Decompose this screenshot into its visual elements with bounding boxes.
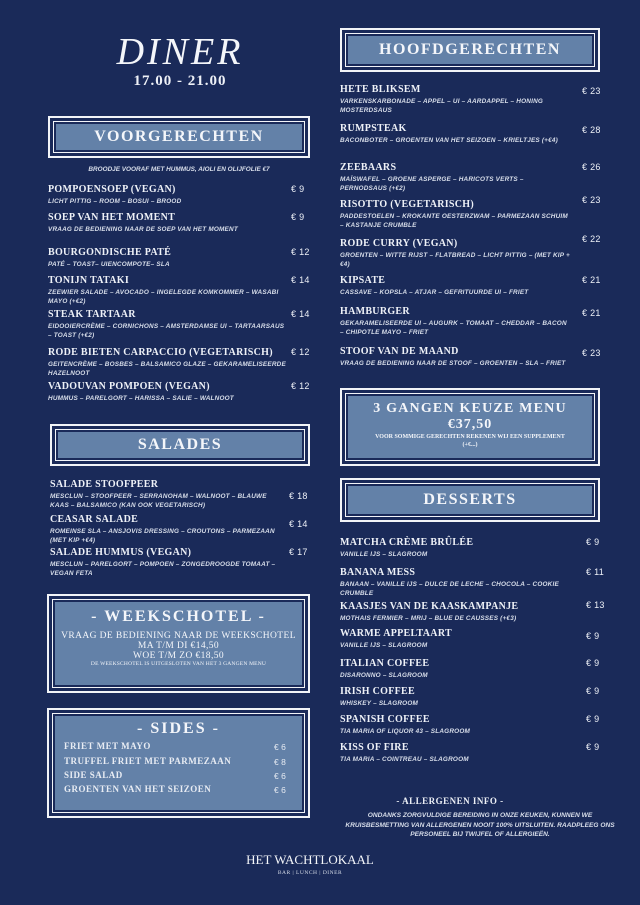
item-name: BOURGONDISCHE PATÉ — [48, 247, 172, 258]
item-description: PATÉ – TOAST– UIENCOMPOTE– SLA — [48, 261, 170, 268]
item-price: € 23 — [582, 195, 601, 205]
weekschotel-note: DE WEEKSCHOTEL IS UITGESLOTEN VAN HET 3 GANGEN MENU — [90, 661, 267, 667]
item-price: € 9 — [586, 742, 600, 752]
item-price: € 9 — [586, 631, 600, 641]
side-item-name: SIDE SALAD — [64, 770, 123, 780]
item-description: HUMMUS – PARELGORT – HARISSA – SALIE – WALNOOT — [48, 395, 234, 402]
item-description: PADDESTOELEN – KROKANTE OESTERZWAM – PARMEZAAN SCHUIM – KASTANJE CRUMBLE — [340, 213, 568, 229]
item-name: KIPSATE — [340, 275, 386, 286]
menu-item — [340, 123, 570, 145]
item-name: KISS OF FIRE — [340, 742, 409, 753]
item-price: € 12 — [291, 247, 310, 257]
item-name: IRISH COFFEE — [340, 686, 416, 697]
menu-item — [48, 309, 288, 340]
item-name: SOEP VAN HET MOMENT — [48, 212, 176, 223]
salades-header — [50, 424, 310, 466]
side-item-name: FRIET MET MAYO — [64, 741, 151, 751]
item-price: € 18 — [289, 491, 308, 501]
item-description: LICHT PITTIG – ROOM – BOSUI – BROOD — [48, 198, 182, 205]
menu3-note: VOOR SOMMIGE GERECHTEN REKENEN WIJ EEN SUPPLEMENT (+€...) — [375, 434, 565, 448]
item-description: CASSAVE – KOPSLA – ATJAR – GEFRITUURDE UI – FRIET — [340, 289, 529, 296]
item-description: MAÏSWAFEL – GROENE ASPERGE – HARICOTS VERTS – PERNODSAUS (+€2) — [340, 176, 524, 192]
item-price: € 23 — [582, 348, 601, 358]
menu-item — [340, 537, 575, 559]
weekschotel-line1: VRAAG DE BEDIENING NAAR DE WEEKSCHOTEL — [61, 631, 296, 641]
sides-title: - SIDES - — [137, 720, 220, 737]
item-name: STEAK TARTAAR — [48, 309, 136, 320]
voorgerechten-header — [48, 116, 310, 158]
item-price: € 12 — [291, 381, 310, 391]
section-title: HOOFDGERECHTEN — [379, 41, 561, 58]
item-price: € 9 — [586, 714, 600, 724]
item-price: € 22 — [582, 234, 601, 244]
item-price: € 14 — [291, 275, 310, 285]
item-price: € 9 — [291, 212, 305, 222]
item-description: GEKARAMELISEERDE UI – AUGURK – TOMAAT – CHEDDAR – BACON – CHIPOTLE MAYO – FRIET — [340, 320, 567, 336]
menu-item — [340, 238, 570, 269]
weekschotel-title: - WEEKSCHOTEL - — [91, 608, 266, 625]
menu-item — [340, 199, 570, 230]
menu-item — [340, 306, 570, 337]
item-name: MATCHA CRÈME BRÛLÉE — [340, 537, 474, 548]
item-description: BANAAN – VANILLE IJS – DULCE DE LECHE – CHOCOLA – COOKIE CRUMBLE — [340, 581, 559, 597]
item-description: ROMEINSE SLA – ANSJOVIS DRESSING – CROUTONS – PARMEZAAN (MET KIP +€4) — [50, 528, 275, 544]
menu-item — [48, 275, 288, 306]
item-name: RODE BIETEN CARPACCIO (VEGETARISCH) — [48, 347, 273, 358]
weekschotel-line2: MA T/M DI €14,50 — [137, 641, 220, 651]
item-name: HAMBURGER — [340, 306, 410, 317]
section-title: SALADES — [137, 436, 223, 453]
section-title: VOORGERECHTEN — [94, 128, 264, 145]
item-description: TIA MARIA – COINTREAU – SLAGROOM — [340, 756, 469, 763]
item-name: WARME APPELTAART — [340, 628, 452, 639]
menu-item — [50, 547, 285, 578]
item-name: ZEEBAARS — [340, 162, 397, 173]
item-description: GEITENCRÈME – BOSBES – BALSAMICO GLAZE – GEKARAMELISEERDE HAZELNOOT — [48, 361, 286, 377]
item-price: € 21 — [582, 275, 601, 285]
menu-item — [340, 275, 570, 297]
item-description: MESCLUN – STOOFPEER – SERRANOHAM – WALNOOT – BLAUWE KAAS – BALSAMICO (KAN OOK VEGETARISCH) — [50, 493, 267, 509]
item-description: ZEEWIER SALADE – AVOCADO – INGELEGDE KOMKOMMER – WASABI MAYO (+€2) — [48, 289, 279, 305]
brand-tagline: BAR | LUNCH | DINER — [277, 870, 343, 876]
menu-item — [340, 686, 575, 708]
item-price: € 9 — [291, 184, 305, 194]
item-description: GROENTEN – WITTE RIJST – FLATBREAD – LICHT PITTIG – (MET KIP + €4) — [340, 252, 570, 268]
item-description: EIDOOIERCRÈME – CORNICHONS – AMSTERDAMSE UI – TARTAARSAUS – TOAST (+€2) — [48, 323, 285, 339]
item-name: CEASAR SALADE — [50, 514, 139, 525]
menu-item — [48, 347, 288, 378]
side-item-price: € 6 — [274, 771, 286, 781]
side-item-price: € 6 — [274, 742, 286, 752]
item-description: BACONBOTER – GROENTEN VAN HET SEIZOEN – KRIELTJES (+€4) — [340, 137, 558, 144]
item-name: SALADE STOOFPEER — [50, 479, 159, 490]
item-name: POMPOENSOEP (VEGAN) — [48, 184, 176, 195]
side-item-price: € 8 — [274, 757, 286, 767]
menu3-title: 3 GANGEN KEUZE MENU — [373, 401, 567, 416]
item-name: RUMPSTEAK — [340, 123, 407, 134]
item-price: € 13 — [586, 600, 605, 610]
item-price: € 9 — [586, 686, 600, 696]
item-name: TONIJN TATAKI — [48, 275, 130, 286]
item-price: € 23 — [582, 86, 601, 96]
item-description: VRAAG DE BEDIENING NAAR DE STOOF – GROENTEN – SLA – FRIET — [340, 360, 566, 367]
menu-item — [340, 628, 575, 650]
item-price: € 14 — [289, 519, 308, 529]
menu-title: DINER — [116, 31, 244, 73]
menu3-box — [340, 388, 600, 466]
menu-item — [340, 84, 570, 115]
item-description: WHISKEY – SLAGROOM — [340, 700, 419, 707]
menu-item — [340, 658, 575, 680]
item-description: VANILLE IJS – SLAGROOM — [340, 642, 428, 649]
item-description: MOTHAIS FERMIER – MRIJ – BLUE DE CAUSSES (+€3) — [340, 615, 517, 622]
item-name: RODE CURRY (VEGAN) — [340, 238, 458, 249]
hoofdgerechten-header — [340, 28, 600, 72]
menu-item — [340, 601, 575, 623]
weekschotel-box — [47, 594, 310, 693]
menu-item — [48, 184, 288, 206]
item-description: VANILLE IJS – SLAGROOM — [340, 551, 428, 558]
side-item-name: GROENTEN VAN HET SEIZOEN — [64, 784, 212, 794]
menu-item — [50, 514, 285, 545]
menu-item — [340, 567, 575, 598]
item-price: € 11 — [586, 567, 605, 577]
item-description: TIA MARIA OF LIQUOR 43 – SLAGROOM — [340, 728, 471, 735]
menu3-price: €37,50 — [447, 417, 493, 432]
menu-item — [48, 381, 288, 403]
item-description: VARKENSKARBONADE – APPEL – UI – AARDAPPEL – HONING MOSTERDSAUS — [340, 98, 544, 114]
menu-item — [50, 479, 285, 510]
item-name: SPANISH COFFEE — [340, 714, 430, 725]
item-price: € 9 — [586, 658, 600, 668]
brand-logo: HET WACHTLOKAAL — [246, 852, 374, 867]
desserts-header — [340, 478, 600, 522]
item-name: VADOUVAN POMPOEN (VEGAN) — [48, 381, 210, 392]
bread-note: BROODJE VOORAF MET HUMMUS, AIOLI EN OLIJFOLIE €7 — [88, 166, 270, 173]
side-item-name: TRUFFEL FRIET MET PARMEZAAN — [64, 756, 232, 766]
menu-item — [48, 212, 288, 234]
item-description: MESCLUN – PARELGORT – POMPOEN – ZONGEDROOGDE TOMAAT – VEGAN FETA — [50, 561, 276, 577]
menu-item — [340, 162, 570, 193]
item-price: € 14 — [291, 309, 310, 319]
item-name: BANANA MESS — [340, 567, 416, 578]
item-name: HETE BLIKSEM — [340, 84, 421, 95]
item-description: DISARONNO – SLAGROOM — [340, 672, 428, 679]
allergen-text: ONDANKS ZORGVULDIGE BEREIDING IN ONZE KEUKEN, KUNNEN WE KRUISBESMETTING VAN ALLERGENEN NOOIT 100% UITSLUITEN. RAADPLEEG ONS PERSONEEL BIJ TWIJFEL OF ALLERGIEËN. — [345, 812, 615, 838]
item-name: STOOF VAN DE MAAND — [340, 346, 459, 357]
menu-item — [340, 742, 575, 764]
menu-item — [48, 247, 288, 269]
menu-item — [340, 714, 575, 736]
item-name: ITALIAN COFFEE — [340, 658, 430, 669]
item-name: KAASJES VAN DE KAASKAMPANJE — [340, 601, 519, 612]
item-description: VRAAG DE BEDIENING NAAR DE SOEP VAN HET MOMENT — [48, 226, 238, 233]
allergen-title: - ALLERGENEN INFO - — [396, 796, 504, 806]
item-name: SALADE HUMMUS (VEGAN) — [50, 547, 192, 558]
side-item-price: € 6 — [274, 785, 286, 795]
item-name: RISOTTO (VEGETARISCH) — [340, 199, 475, 210]
item-price: € 12 — [291, 347, 310, 357]
item-price: € 26 — [582, 162, 601, 172]
item-price: € 9 — [586, 537, 600, 547]
section-title: DESSERTS — [423, 491, 517, 508]
menu-item — [340, 346, 570, 368]
menu-hours: 17.00 - 21.00 — [133, 73, 227, 89]
weekschotel-line3: WOE T/M ZO €18,50 — [132, 651, 225, 661]
item-price: € 17 — [289, 547, 308, 557]
item-price: € 28 — [582, 125, 601, 135]
item-price: € 21 — [582, 308, 601, 318]
